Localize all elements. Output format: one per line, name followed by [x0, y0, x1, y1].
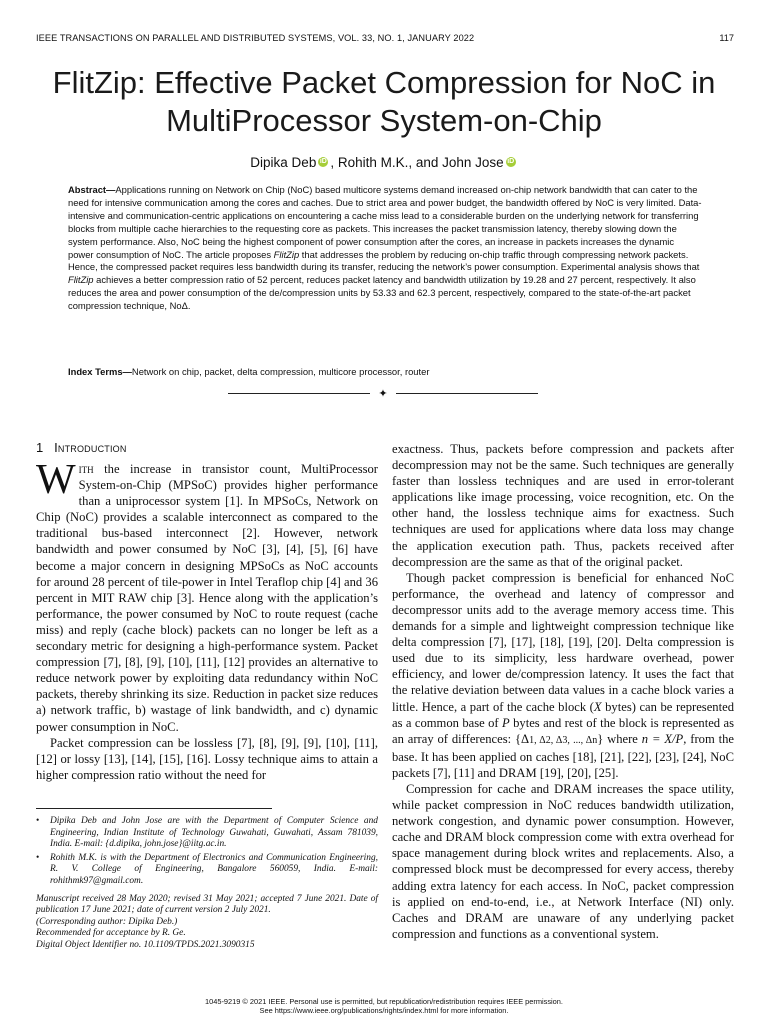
section-number: 1 — [36, 440, 44, 455]
divider-line-right — [396, 393, 538, 394]
drop-cap: W — [36, 457, 76, 503]
abstract-text-2: that addresses the problem by reducing on-chip traffic through compressing network packets. Hence, the compressed packet requires less bandwidth during its transfer, reducing the network’s power consumption. Experimental analysis shows that — [68, 248, 700, 273]
orcid-icon[interactable]: iD — [507, 158, 515, 165]
abstract-label: Abstract — [68, 184, 107, 195]
abstract-text-1: Applications running on Network on Chip (NoC) based multicore systems demand increased on-chip network bandwidth that can cater to the need for intensive communication among the cores and caches. Due to strict area and power budget, the bandwidth offered by NoC is very limited. Data-intensive and communication-centric applications on encountering a cache miss lead to a considerable burden on the underlying network for transferring blocks from multiple cache hierarchies to the requesting core as packets. This increases the packet transmission latency, thereby slowing down the system performance. Also, NoC being the highest component of power consumption after the cores, an increase in packets increases the dynamic power consumption of NoC. The article proposes — [68, 184, 702, 260]
corresponding-author: (Corresponding author: Dipika Deb.) — [36, 916, 178, 927]
intro-text-1: the increase in transistor count, MultiProcessor System-on-Chip (MPSoC) provides higher performance than a uniprocessor system [1]. In MPSoCs, Network on Chip (NoC) provides a scalable interconnect as compared to the traditional bus-based interconnect [2]. However, network bandwidth and power consumed by NoC [3], [4], [5], [6] have become a major concern in designing MPSoCs as NoC accounts for around 28 percent of tile-power in Intel Teraflop chip [4] and 36 percent in MIT RAW chip [3]. Hence along with the application’s performance, the power consumed by NoC to route request (cache miss) and reply (cache block) packets can no longer be left as a secondary metric for designing a high-performance system. Packet compression [7], [8], [9], [10], [11], [12] provides an alternative to reduce network power by exploiting data redundancy within NoC packets, thereby shrinking its size. Reduction in packet size reduces a) network traffic, b) wastage of link bandwidth, and c) dynamic power consumption in NoC. — [36, 462, 378, 734]
intro-paragraph-1 — [36, 457, 378, 735]
bullet-icon: • — [36, 816, 40, 826]
rights-line: See https://www.ieee.org/publications/rights/index.html for more information. — [259, 1006, 509, 1015]
footnote-rule — [36, 808, 272, 809]
var-p: P — [502, 715, 510, 730]
divider-line-left — [228, 393, 370, 394]
abstract-flitzip-2: FlitZip — [68, 274, 94, 286]
recommended-by: Recommended for acceptance by R. Ge. — [36, 928, 186, 939]
index-terms-dash: — — [122, 366, 132, 377]
paper-title: FlitZip: Effective Packet Compression for NoC in MultiProcessor System-on-Chip — [52, 65, 716, 138]
text-span: , from the base. It has been applied on caches [18], [21], [22], [23], [24], NoC packets [7], [11] and DRAM [19], [20], [25]. — [392, 731, 735, 780]
intro-first-word: ith — [78, 462, 94, 476]
abstract-dash: — — [106, 184, 116, 195]
footnote-text: Dipika Deb and John Jose are with the Department of Computer Science and Engineering, Indian Institute of Technology Guwahati, Guwahati, Assam 781039, India. E-mail: {d.dipika, john.jose}@iitg.ac.in. — [50, 816, 378, 850]
right-paragraph-2 — [392, 570, 734, 781]
index-terms-text: Network on chip, packet, delta compression, multicore processor, router — [131, 366, 430, 377]
copyright-line: 1045-9219 © 2021 IEEE. Personal use is permitted, but republication/redistribution requires IEEE permission. — [205, 997, 563, 1006]
footnote-text: Rohith M.K. is with the Department of Electronics and Communication Engineering, R. V. College of Engineering, Bangalore 560059, India. E-mail: rohithmk97@gmail.com. — [50, 852, 378, 886]
left-column — [36, 457, 378, 783]
right-paragraph-3: Compression for cache and DRAM increases the space utility, while packet compression in NoC reduces bandwidth utilization, network congestion, and dynamic power consumption. However, cache and DRAM block compression come with extra overhead for space management during block writes and replacements. Also, a compressed block must be decompressed for every access, thereby adding extra latency for each access. In NoC, packet compression is applied on end-to-end, i.e., at Network Interface (NI) only. Caches and DRAM are unaware of any underlying packet compression and functions as a conventional system. — [392, 781, 734, 941]
abstract-flitzip-1: FlitZip — [273, 248, 300, 260]
footnotes — [36, 816, 378, 952]
author-names-rest: , Rohith M.K., and John Jose — [330, 155, 504, 170]
copyright-footer — [0, 997, 768, 1015]
doi: Digital Object Identifier no. 10.1109/TPDS.2021.3090315 — [36, 939, 255, 950]
intro-paragraph-2: Packet compression can be lossless [7], [8], [9], [9], [10], [11], [12] or lossy [13], [14], [15], [16]. Lossy technique aims to attain a higher compression ratio without the need for — [36, 735, 378, 782]
footnote-affiliation-2 — [36, 853, 378, 888]
index-terms — [68, 366, 702, 377]
footnote-affiliation-1 — [36, 816, 378, 851]
index-terms-label: Index Terms — [68, 366, 123, 377]
right-column — [392, 441, 734, 942]
manuscript-dates: Manuscript received 28 May 2020; revised 31 May 2021; accepted 7 June 2021. Date of publication 17 June 2021; date of current version 2 July 2021. — [36, 893, 378, 916]
abstract-text-3: achieves a better compression ratio of 52 percent, reduces packet latency and bandwidth utilization by 19.28 and 27 percent, respectively. It also reduces the area and power consumption of the de/compression units by 53.33 and 62.3 percent, respectively, compared to the state-of-the-art packet compression technique, NoΔ. — [68, 274, 696, 312]
text-span: } where — [597, 731, 642, 746]
abstract — [68, 184, 702, 313]
bullet-icon: • — [36, 852, 40, 863]
divider-ornament-icon: ✦ — [378, 387, 388, 400]
orcid-icon[interactable]: iD — [319, 158, 327, 165]
page-number: 117 — [719, 33, 734, 43]
journal-header: IEEE TRANSACTIONS ON PARALLEL AND DISTRIBUTED SYSTEMS, VOL. 33, NO. 1, JANUARY 2022 — [36, 33, 475, 43]
right-paragraph-1: exactness. Thus, packets before compression and packets after decompression may not be the same. Such techniques are generally faster than lossless techniques and are used in error-tolerant applications like image processing, voice recognition, etc. On the other hand, the lossless technique aims for exactness. Such techniques are used for applications where data loss may change the application execution path. Thus, packets received after decompression are the same as that of the original packet. — [392, 442, 734, 569]
author-name: Dipika Deb — [250, 155, 317, 170]
delta-list: 1, Δ2, Δ3, ..., Δn — [529, 734, 598, 746]
var-x: X — [593, 699, 602, 714]
text-span: bytes and rest of the block is represented as an array of differences: {Δ — [392, 715, 734, 746]
text-span: Though packet compression is beneficial for enhanced NoC performance, the overhead and latency of compressor and decompressor units add to the average memory access time. This demands for a simple and lightweight compression technique like delta compression [7], [17], [18], [19], [20]. Delta compression is used due to its simplicity, less hardware overhead, power efficiency, and lower de/compression latency. It uses the fact that the relative deviation between data values in a cache block varies a little. Hence, a part of the cache block ( — [392, 570, 734, 714]
formula: n = X/P — [641, 731, 684, 746]
text-span: bytes) can be represented as a common base of — [392, 699, 734, 730]
section-title: Introduction — [54, 440, 127, 455]
section-heading — [36, 440, 127, 455]
author-list — [0, 155, 768, 170]
